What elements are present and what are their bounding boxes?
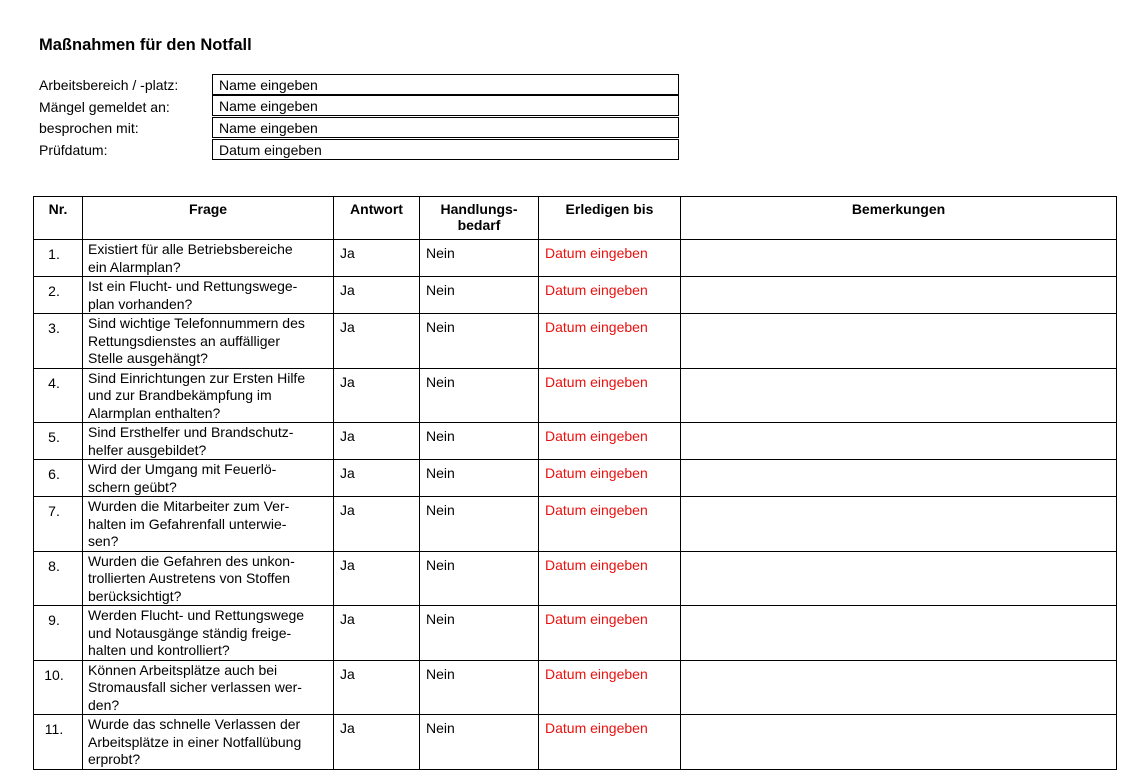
meta-label-arbeitsbereich: Arbeitsbereich / -platz: xyxy=(39,77,179,93)
row-number: 9. xyxy=(34,606,83,661)
question-cell xyxy=(83,551,334,606)
question-line: und Notausgänge ständig freige- xyxy=(88,624,292,641)
question-line: Sind wichtige Telefonnummern des xyxy=(88,315,305,331)
action-needed-cell[interactable]: Nein xyxy=(420,277,539,314)
answer-cell[interactable]: Ja xyxy=(334,368,420,423)
answer-cell[interactable]: Ja xyxy=(334,277,420,314)
header-handlungsbedarf xyxy=(420,197,539,240)
due-date-cell[interactable]: Datum eingeben xyxy=(539,497,681,552)
question-cell xyxy=(83,423,334,460)
action-needed-cell[interactable]: Nein xyxy=(420,715,539,770)
question-line: helfer ausgebildet? xyxy=(88,441,207,458)
question-line: Wurden die Mitarbeiter zum Ver- xyxy=(88,498,290,514)
answer-cell[interactable]: Ja xyxy=(334,460,420,497)
row-number: 6. xyxy=(34,460,83,497)
header-handlungsbedarf-line2: bedarf xyxy=(457,217,501,233)
table-row xyxy=(34,497,1117,552)
question-cell xyxy=(83,497,334,552)
question-line: Arbeitsplätze in einer Notfallübung xyxy=(88,733,302,750)
question-line: halten im Gefahrenfall unterwie- xyxy=(88,515,287,532)
row-number: 7. xyxy=(34,497,83,552)
table-row xyxy=(34,240,1117,277)
table-row xyxy=(34,368,1117,423)
pruefdatum-input[interactable] xyxy=(213,140,678,159)
answer-cell[interactable]: Ja xyxy=(334,715,420,770)
meta-label-pruefdatum: Prüfdatum: xyxy=(39,142,108,158)
arbeitsbereich-input[interactable] xyxy=(213,75,678,94)
question-cell xyxy=(83,715,334,770)
due-date-cell[interactable]: Datum eingeben xyxy=(539,314,681,369)
action-needed-cell[interactable]: Nein xyxy=(420,314,539,369)
action-needed-cell[interactable]: Nein xyxy=(420,497,539,552)
action-needed-cell[interactable]: Nein xyxy=(420,368,539,423)
pruefdatum-field[interactable] xyxy=(212,139,679,160)
row-number: 10. xyxy=(34,660,83,715)
table-header-row xyxy=(34,197,1117,240)
question-line: sen? xyxy=(88,533,119,549)
answer-cell[interactable]: Ja xyxy=(334,314,420,369)
action-needed-cell[interactable]: Nein xyxy=(420,551,539,606)
table-row xyxy=(34,715,1117,770)
arbeitsbereich-field[interactable] xyxy=(212,74,679,95)
action-needed-cell[interactable]: Nein xyxy=(420,240,539,277)
answer-cell[interactable]: Ja xyxy=(334,551,420,606)
question-cell xyxy=(83,460,334,497)
besprochen-mit-input[interactable] xyxy=(213,118,678,137)
question-cell xyxy=(83,368,334,423)
row-number: 2. xyxy=(34,277,83,314)
question-line: ein Alarmplan? xyxy=(88,258,181,275)
table-row xyxy=(34,277,1117,314)
table-row xyxy=(34,460,1117,497)
answer-cell[interactable]: Ja xyxy=(334,240,420,277)
question-line: und zur Brandbekämpfung im xyxy=(88,387,272,403)
question-line: plan vorhanden? xyxy=(88,295,193,312)
table-row xyxy=(34,551,1117,606)
row-number: 4. xyxy=(34,368,83,423)
remarks-cell[interactable] xyxy=(681,460,1117,497)
row-number: 8. xyxy=(34,551,83,606)
answer-cell[interactable]: Ja xyxy=(334,660,420,715)
question-line: Existiert für alle Betriebsbereiche xyxy=(88,241,293,257)
header-antwort: Antwort xyxy=(334,197,420,240)
due-date-cell[interactable]: Datum eingeben xyxy=(539,240,681,277)
question-line: Sind Einrichtungen zur Ersten Hilfe xyxy=(88,369,306,386)
due-date-cell[interactable]: Datum eingeben xyxy=(539,277,681,314)
question-line: Ist ein Flucht- und Rettungswege- xyxy=(88,278,298,294)
remarks-cell[interactable] xyxy=(681,551,1117,606)
question-line: Werden Flucht- und Rettungswege xyxy=(88,607,305,623)
table-row xyxy=(34,660,1117,715)
table-row xyxy=(34,423,1117,460)
question-cell xyxy=(83,606,334,661)
row-number: 1. xyxy=(34,240,83,277)
due-date-cell[interactable]: Datum eingeben xyxy=(539,715,681,770)
checklist-table xyxy=(33,196,1117,770)
question-line: schern geübt? xyxy=(88,478,177,495)
question-line: Wurden die Gefahren des unkon- xyxy=(88,552,295,569)
due-date-cell[interactable]: Datum eingeben xyxy=(539,460,681,497)
remarks-cell[interactable] xyxy=(681,423,1117,460)
question-line: erprobt? xyxy=(88,751,141,767)
question-cell xyxy=(83,660,334,715)
question-line: den? xyxy=(88,696,120,713)
remarks-cell[interactable] xyxy=(681,277,1117,314)
question-line: Sind Ersthelfer und Brandschutz- xyxy=(88,424,294,440)
question-line: Stromausfall sicher verlassen wer- xyxy=(88,679,302,695)
question-line: Stelle ausgehängt? xyxy=(88,350,208,366)
maengel-gemeldet-input[interactable] xyxy=(213,96,678,115)
question-line: Rettungsdienstes an auffälliger xyxy=(88,332,280,349)
header-handlungsbedarf-line1: Handlungs- xyxy=(440,201,518,217)
due-date-cell[interactable]: Datum eingeben xyxy=(539,660,681,715)
meta-label-maengel: Mängel gemeldet an: xyxy=(39,99,170,115)
due-date-cell[interactable]: Datum eingeben xyxy=(539,551,681,606)
header-bemerkungen: Bemerkungen xyxy=(681,197,1117,240)
table-row xyxy=(34,606,1117,661)
remarks-cell[interactable] xyxy=(681,660,1117,715)
meta-label-besprochen: besprochen mit: xyxy=(39,120,139,136)
question-line: halten und kontrolliert? xyxy=(88,642,230,658)
remarks-cell[interactable] xyxy=(681,314,1117,369)
remarks-cell[interactable] xyxy=(681,715,1117,770)
table-row xyxy=(34,314,1117,369)
header-frage: Frage xyxy=(83,197,334,240)
remarks-cell[interactable] xyxy=(681,368,1117,423)
remarks-cell[interactable] xyxy=(681,240,1117,277)
question-cell xyxy=(83,314,334,369)
header-erledigen-bis: Erledigen bis xyxy=(539,197,681,240)
action-needed-cell[interactable]: Nein xyxy=(420,660,539,715)
due-date-cell[interactable]: Datum eingeben xyxy=(539,423,681,460)
besprochen-mit-field[interactable] xyxy=(212,117,679,138)
question-cell xyxy=(83,240,334,277)
question-cell xyxy=(83,277,334,314)
page-title: Maßnahmen für den Notfall xyxy=(39,36,252,54)
question-line: trollierten Austretens von Stoffen xyxy=(88,570,291,586)
answer-cell[interactable]: Ja xyxy=(334,497,420,552)
question-line: Wurde das schnelle Verlassen der xyxy=(88,716,301,732)
row-number: 3. xyxy=(34,314,83,369)
action-needed-cell[interactable]: Nein xyxy=(420,460,539,497)
answer-cell[interactable]: Ja xyxy=(334,423,420,460)
row-number: 5. xyxy=(34,423,83,460)
remarks-cell[interactable] xyxy=(681,606,1117,661)
due-date-cell[interactable]: Datum eingeben xyxy=(539,368,681,423)
action-needed-cell[interactable]: Nein xyxy=(420,606,539,661)
maengel-gemeldet-field[interactable] xyxy=(212,95,679,116)
answer-cell[interactable]: Ja xyxy=(334,606,420,661)
question-line: Alarmplan enthalten? xyxy=(88,404,221,421)
question-line: Können Arbeitsplätze auch bei xyxy=(88,661,278,678)
remarks-cell[interactable] xyxy=(681,497,1117,552)
header-nr: Nr. xyxy=(34,197,83,240)
question-line: Wird der Umgang mit Feuerlö- xyxy=(88,461,277,477)
question-line: berücksichtigt? xyxy=(88,587,182,604)
action-needed-cell[interactable]: Nein xyxy=(420,423,539,460)
due-date-cell[interactable]: Datum eingeben xyxy=(539,606,681,661)
row-number: 11. xyxy=(34,715,83,770)
